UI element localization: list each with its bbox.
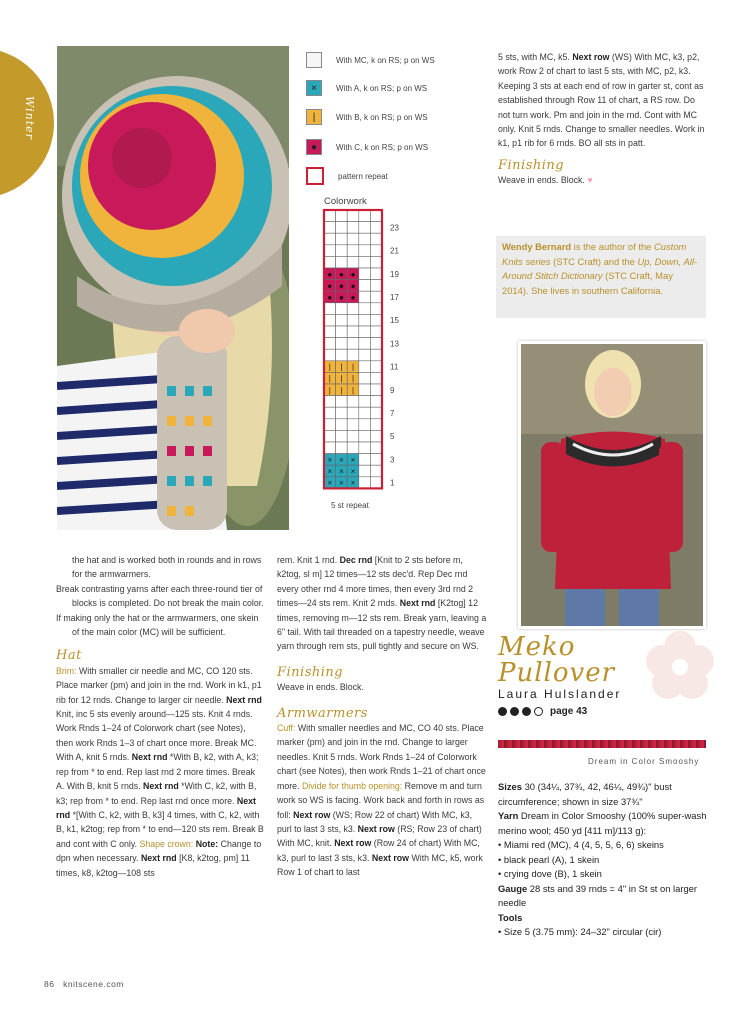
difficulty-dot-icon xyxy=(498,707,507,716)
chart-row-label: 19 xyxy=(390,269,399,279)
chart-cell xyxy=(324,303,336,315)
armwarmers-instructions-cont: 5 sts, with MC, k5. Next row (WS) With MC, k3, p2, work Row 2 of chart to last 5 sts, with MC, p2, k3. Keeping 3 sts at each end of row in garter st, cont as established through Row 11 of chart, a RS row. Do not turn work. Pm and join in the rnd. Cont with MC only. Knit 5 rnds. Change to smaller needles. Work in k1, p1 rib for 6 rnds. BO all sts in patt. xyxy=(498,52,705,149)
chart-cell xyxy=(370,268,382,280)
legend-label: With C, k on RS; p on WS xyxy=(336,142,429,152)
chart-cell xyxy=(336,430,348,442)
chart-cell xyxy=(359,419,371,431)
chart-cell xyxy=(336,314,348,326)
chart-cell-symbol: × xyxy=(339,478,344,488)
chart-cell xyxy=(359,210,371,222)
chart-cell xyxy=(370,222,382,234)
chart-cell xyxy=(359,349,371,361)
chart-cell xyxy=(370,430,382,442)
chart-cell xyxy=(336,245,348,257)
legend-swatch-b: | xyxy=(306,109,322,125)
finishing-text: Weave in ends. Block. xyxy=(277,682,364,693)
chart-cell xyxy=(370,326,382,338)
hat-photo xyxy=(57,46,289,530)
chart-cell xyxy=(359,326,371,338)
chart-cell-symbol: ● xyxy=(338,293,344,302)
chart-row-label: 17 xyxy=(390,293,399,302)
chart-cell xyxy=(324,442,336,454)
chart-cell-symbol: × xyxy=(350,455,356,465)
chart-cell xyxy=(359,372,371,384)
pattern-author: Laura Hulslander xyxy=(498,687,622,701)
chart-cell xyxy=(336,222,348,234)
spec-sizes: Sizes 30 (34¼, 37¾, 42, 46¼, 49¾)" bust circumference; shown in size 37¾" xyxy=(498,781,672,807)
spec-yarn-item: • black pearl (A), 1 skein xyxy=(498,853,600,865)
notes-para: If making only the hat or the armwarmers, one skein of the main color (MC) will be sufficient. xyxy=(56,612,259,638)
legend-item-mc xyxy=(306,50,435,70)
chart-cell-symbol: | xyxy=(340,385,343,395)
chart-cell xyxy=(347,233,359,245)
chart-cell-symbol: | xyxy=(340,374,343,384)
spec-yarn-item: • Miami red (MC), 4 (4, 5, 5, 6, 6) skeins xyxy=(498,839,664,850)
chart-cell xyxy=(370,314,382,326)
author-bio: Wendy Bernard is the author of the Custom Knits series (STC Craft) and the Up, Down, All-Around Stitch Dictionary (STC Craft, May 2014). She lives in southern California. xyxy=(496,236,706,318)
chart-cell xyxy=(336,338,348,350)
chart-cell xyxy=(347,210,359,222)
chart-cell xyxy=(347,245,359,257)
chart-cell xyxy=(347,349,359,361)
chart-cell xyxy=(324,210,336,222)
armwarmers-heading: Armwarmers xyxy=(277,705,368,721)
page-number: 86 xyxy=(44,979,55,989)
heart-icon: ♥ xyxy=(587,175,593,186)
chart-cell xyxy=(359,465,371,477)
chart-cell xyxy=(359,430,371,442)
chart-cell xyxy=(347,407,359,419)
flower-decoration-icon xyxy=(640,625,720,705)
chart-row-label: 3 xyxy=(390,455,395,465)
notes-para: Break contrasting yarns after each three-round tier of blocks is completed. Do not break the main color. xyxy=(56,583,264,609)
chart-cell xyxy=(370,361,382,373)
chart-cell-symbol: × xyxy=(339,455,344,465)
chart-row-label: 5 xyxy=(390,432,395,442)
footer xyxy=(44,979,124,989)
chart-cell xyxy=(324,314,336,326)
chart-cell-symbol: | xyxy=(328,362,331,372)
chart-cell xyxy=(324,419,336,431)
chart-cell xyxy=(336,349,348,361)
chart-cell xyxy=(336,407,348,419)
chart-cell xyxy=(370,256,382,268)
page-reference[interactable]: page 43 xyxy=(550,706,588,717)
chart-cell xyxy=(370,338,382,350)
chart-cell xyxy=(359,384,371,396)
chart-cell xyxy=(336,233,348,245)
site-name[interactable]: knitscene.com xyxy=(63,979,124,989)
chart-cell xyxy=(359,338,371,350)
chart-cell xyxy=(359,256,371,268)
chart-cell xyxy=(359,361,371,373)
legend-swatch-repeat xyxy=(306,167,324,185)
chart-cell xyxy=(359,477,371,489)
column-3 xyxy=(498,50,706,188)
chart-cell-symbol: ● xyxy=(327,269,333,279)
chart-cell xyxy=(347,419,359,431)
chart-row-label: 21 xyxy=(390,246,399,256)
chart-cell xyxy=(370,245,382,257)
hat-instructions-cont: rem. Knit 1 rnd. Dec rnd [Knit to 2 sts before m, k2tog, sl m] 12 times—12 sts dec'd. Rep Dec rnd every other rnd 4 more times, then every 3rd rnd 2 times—24 sts rem. Knit 2 rnds. Next rnd [K2tog] 12 times, removing m—12 sts rem. Break yarn, leaving a 6" tail. With tail threaded on a tapestry needle, weave yarn through rem sts, pull tightly and secure on WS. xyxy=(277,555,487,652)
chart-cell xyxy=(336,419,348,431)
chart-cell xyxy=(370,477,382,489)
column-2 xyxy=(277,553,487,880)
pattern-title xyxy=(498,634,615,686)
pattern-title-line2: Pullover xyxy=(498,658,616,688)
legend-item-a xyxy=(306,78,427,98)
legend-item-b xyxy=(306,107,428,127)
armwarmers-instructions: Cuff: With smaller needles and MC, CO 40 sts. Place marker (pm) and join in the rnd. Change to larger needles. Knit 5 rnds. Work Rnds 1–24 of Colorwork chart (see Notes), then work Rnds 1–21 of chart once more. Divide for thumb opening: Remove m and turn work so WS is facing. Work back and forth in rows as foll: Next row (WS; Row 22 of chart) With MC, k3, purl to last 3 sts, k3. Next row (RS; Row 23 of chart) With MC, knit. Next row (Row 24 of chart) With MC, k3, purl to last 3 sts, k3. Next row With MC, k5, work Row 1 of chart to last xyxy=(277,723,486,878)
chart-cell-symbol: ● xyxy=(350,281,356,291)
chart-cell xyxy=(359,291,371,303)
chart-cell-symbol: ● xyxy=(350,269,356,279)
chart-title: Colorwork xyxy=(324,196,367,207)
legend-swatch-mc xyxy=(306,52,322,68)
chart-cell xyxy=(359,233,371,245)
chart-row-label: 7 xyxy=(390,409,395,418)
legend-swatch-c: ● xyxy=(306,139,322,155)
chart-cell xyxy=(359,303,371,315)
spec-tools: • Size 5 (3.75 mm): 24–32" circular (cir) xyxy=(498,926,662,937)
legend-item-repeat xyxy=(306,166,388,186)
chart-cell-symbol: × xyxy=(327,467,333,476)
spec-yarn-item: • crying dove (B), 1 skein xyxy=(498,868,602,879)
chart-row-label: 23 xyxy=(390,223,399,233)
section-tab-label: Winter xyxy=(23,96,36,140)
chart-cell xyxy=(370,210,382,222)
chart-cell xyxy=(370,233,382,245)
pattern-title-line1: Meko xyxy=(498,632,576,662)
legend-item-c xyxy=(306,137,428,157)
yarn-swatch xyxy=(498,740,706,748)
chart-cell xyxy=(324,222,336,234)
chart-cell xyxy=(359,222,371,234)
chart-cell xyxy=(324,349,336,361)
chart-cell xyxy=(370,291,382,303)
difficulty-dot-open-icon xyxy=(534,707,543,716)
legend-label: pattern repeat xyxy=(338,171,388,181)
chart-row-label: 13 xyxy=(390,339,399,349)
chart-row-label: 11 xyxy=(390,362,399,372)
chart-cell-symbol: | xyxy=(351,362,355,372)
chart-cell-symbol: | xyxy=(328,385,331,395)
chart-cell xyxy=(324,407,336,419)
chart-repeat-label: 5 st repeat xyxy=(331,501,369,510)
chart-cell xyxy=(347,222,359,234)
chart-cell xyxy=(370,372,382,384)
pullover-photo xyxy=(518,341,706,629)
chart-cell xyxy=(359,396,371,408)
finishing-heading: Finishing xyxy=(277,664,344,680)
chart-cell xyxy=(359,454,371,466)
pattern-specs xyxy=(498,780,708,940)
chart-cell xyxy=(347,326,359,338)
chart-cell xyxy=(359,407,371,419)
yarn-swatch-label: Dream in Color Smooshy xyxy=(588,757,700,766)
chart-cell-symbol: | xyxy=(340,362,343,372)
difficulty-dot-icon xyxy=(522,707,531,716)
chart-cell-symbol: × xyxy=(339,467,344,476)
chart-cell-symbol: ● xyxy=(327,293,333,302)
chart-cell xyxy=(370,349,382,361)
chart-cell xyxy=(347,396,359,408)
chart-row-label: 9 xyxy=(390,385,395,395)
chart-cell xyxy=(359,280,371,292)
chart-cell-symbol: ● xyxy=(338,269,344,279)
chart-cell xyxy=(324,326,336,338)
chart-cell xyxy=(347,430,359,442)
spec-yarn: Yarn Dream in Color Smooshy (100% super-wash merino wool; 450 yd [411 m]/113 g): xyxy=(498,810,707,836)
chart-cell xyxy=(370,384,382,396)
chart-cell xyxy=(347,338,359,350)
chart-cell xyxy=(359,314,371,326)
spec-tools-heading: Tools xyxy=(498,911,523,923)
chart-cell xyxy=(370,280,382,292)
hat-heading: Hat xyxy=(56,648,82,664)
column-1 xyxy=(56,553,264,880)
spec-gauge: Gauge 28 sts and 39 rnds = 4" in St st on larger needle xyxy=(498,882,698,908)
chart-cell xyxy=(370,454,382,466)
colorwork-chart xyxy=(322,208,402,518)
chart-cell xyxy=(336,442,348,454)
legend-label: With MC, k on RS; p on WS xyxy=(336,55,435,65)
chart-row-label: 1 xyxy=(390,478,395,488)
difficulty-dot-icon xyxy=(510,707,519,716)
chart-cell xyxy=(336,326,348,338)
chart-cell xyxy=(359,442,371,454)
chart-cell-symbol: × xyxy=(327,478,333,488)
legend-swatch-a: × xyxy=(306,80,322,96)
chart-cell xyxy=(347,303,359,315)
chart-cell-symbol: | xyxy=(351,374,355,384)
chart-cell xyxy=(347,442,359,454)
chart-cell xyxy=(324,338,336,350)
chart-cell xyxy=(324,430,336,442)
chart-cell-symbol: × xyxy=(350,467,356,476)
legend-label: With B, k on RS; p on WS xyxy=(336,112,428,122)
hat-instructions: Brim: With smaller cir needle and MC, CO 120 sts. Place marker (pm) and join in the rnd. Work in k1, p1 rib for 12 rnds. Change to larger cir needle. Next rnd Knit, inc 5 sts evenly around—125 sts. Knit 4 rnds. Work Rnds 1–24 of Colorwork chart (see Notes), then work Rnds 1–3 of chart once more. Break MC. With A, knit 5 rnds. Next rnd *With B, k2, with A, k3; rep from * to end. Rep last rnd 2 more times. Break A. With B, knit 5 rnds. Next rnd *With C, k2, with B, k3; rep from * to end. Rep last rnd once more. Next rnd *[With C, k2, with B, k3] 4 times, with C, k2, with B, k1, k2tog; rep from * to end—120 sts rem. Break B and cont with C only. Shape crown: Note: Change to dpn when necessary. Next rnd [K8, k2tog, pm] 11 times, k8, k2tog—108 sts xyxy=(56,665,264,878)
legend-label: With A, k on RS; p on WS xyxy=(336,83,428,93)
chart-cell xyxy=(347,314,359,326)
chart-cell-symbol: × xyxy=(327,455,333,465)
chart-cell-symbol: | xyxy=(328,374,331,384)
chart-cell xyxy=(324,233,336,245)
chart-cell-symbol: ● xyxy=(338,281,344,291)
chart-cell xyxy=(370,465,382,477)
chart-cell xyxy=(370,303,382,315)
chart-cell-symbol: × xyxy=(350,478,356,488)
chart-cell-symbol: | xyxy=(351,385,355,395)
chart-cell xyxy=(359,245,371,257)
chart-cell xyxy=(336,396,348,408)
chart-cell xyxy=(324,256,336,268)
chart-cell xyxy=(324,396,336,408)
chart-cell xyxy=(370,407,382,419)
chart-cell xyxy=(336,256,348,268)
chart-cell xyxy=(370,419,382,431)
chart-cell xyxy=(359,268,371,280)
chart-cell-symbol: ● xyxy=(350,293,356,302)
difficulty-level xyxy=(498,706,587,717)
chart-cell xyxy=(347,256,359,268)
chart-cell xyxy=(336,303,348,315)
notes-para: the hat and is worked both in rounds and in rows for the armwarmers. xyxy=(72,555,262,580)
chart-cell xyxy=(324,245,336,257)
chart-cell xyxy=(370,442,382,454)
finishing-heading-2: Finishing xyxy=(498,157,565,173)
finishing-text-2: Weave in ends. Block. ♥ xyxy=(498,175,593,186)
chart-cell xyxy=(336,210,348,222)
chart-cell xyxy=(370,396,382,408)
chart-cell-symbol: ● xyxy=(327,281,333,291)
chart-row-label: 15 xyxy=(390,316,399,326)
